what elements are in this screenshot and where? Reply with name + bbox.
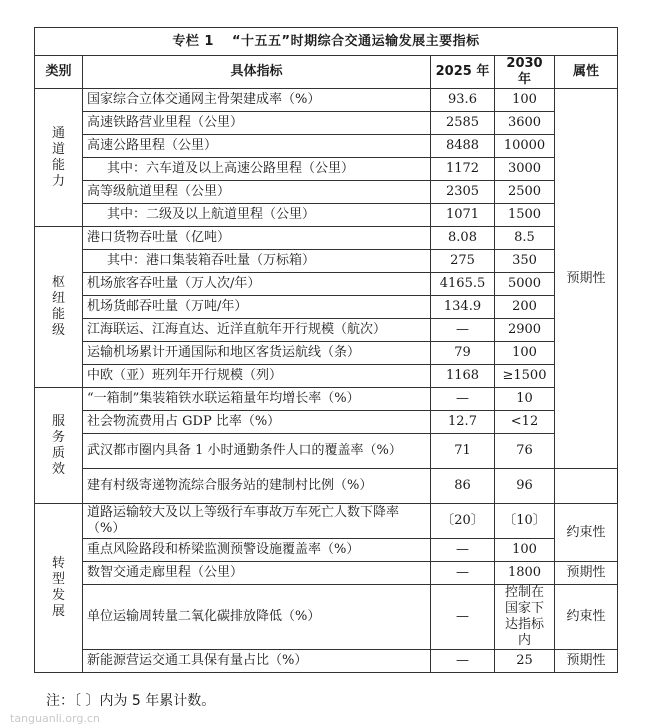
indicator-cell: 中欧（亚）班列年开行规模（列） [83,365,431,388]
value-2030: 10 [495,388,555,411]
value-2025: — [431,650,495,673]
indicator-cell: 高速铁路营业里程（公里） [83,112,431,135]
table-row [35,319,618,342]
table-row [35,250,618,273]
value-2025: — [431,388,495,411]
indicator-cell: 武汉都市圈内具备 1 小时通勤条件人口的覆盖率（%） [83,434,431,469]
table-row [35,227,618,250]
value-2025: 71 [431,434,495,469]
value-2025: — [431,585,495,650]
table-row [35,296,618,319]
table-row [35,388,618,411]
value-2025: 79 [431,342,495,365]
table-row [35,181,618,204]
indicator-cell: 高等级航道里程（公里） [83,181,431,204]
table-row [35,365,618,388]
category-hub-level: 枢纽能级 [35,227,83,388]
table-row [35,504,618,539]
indicator-cell: 其中：港口集装箱吞吐量（万标箱） [83,250,431,273]
table-row [35,469,618,504]
table-note: 注：〔 〕内为 5 年累计数。 [46,693,216,709]
indicator-cell: 社会物流费用占 GDP 比率（%） [83,411,431,434]
table-row [35,411,618,434]
table-row [35,273,618,296]
indicator-cell: 新能源营运交通工具保有量占比（%） [83,650,431,673]
value-2030: 2500 [495,181,555,204]
indicator-cell: 其中：六车道及以上高速公路里程（公里） [83,158,431,181]
table-row [35,204,618,227]
indicator-table [34,27,618,673]
value-2025: 12.7 [431,411,495,434]
table-row [35,434,618,469]
value-2025: 8.08 [431,227,495,250]
attribute-expected-cell: 预期性 [555,650,618,673]
indicator-cell: 重点风险路段和桥梁监测预警设施覆盖率（%） [83,539,431,562]
attribute-binding-cell: 约束性 [555,585,618,650]
table-row [35,585,618,650]
value-2030: 25 [495,650,555,673]
category-transformation: 转型发展 [35,504,83,673]
value-2025: 2585 [431,112,495,135]
header-attribute: 属性 [555,56,618,89]
indicator-cell: 数智交通走廊里程（公里） [83,562,431,585]
watermark: tanguanli.org.cn [10,712,100,725]
category-service-quality: 服务质效 [35,388,83,504]
value-2025: — [431,319,495,342]
table-row [35,158,618,181]
indicator-cell: 机场货邮吞吐量（万吨/年） [83,296,431,319]
table-row [35,135,618,158]
table-row [35,539,618,562]
header-indicator: 具体指标 [83,56,431,89]
value-2030: 100 [495,539,555,562]
value-2025: 275 [431,250,495,273]
header-2025: 2025 年 [431,56,495,89]
indicator-cell: 道路运输较大及以上等级行车事故万车死亡人数下降率（%） [83,504,431,539]
value-2025: 8488 [431,135,495,158]
value-2025: 〔20〕 [431,504,495,539]
value-2025: 93.6 [431,89,495,112]
indicator-table-container [34,27,617,673]
category-channel-capacity: 通道能力 [35,89,83,227]
value-2030: 350 [495,250,555,273]
value-2030: 5000 [495,273,555,296]
value-2030: 8.5 [495,227,555,250]
title-prefix: 专栏 1 [172,33,214,49]
table-row [35,562,618,585]
value-2030: 76 [495,434,555,469]
value-2025: 86 [431,469,495,504]
indicator-cell: 高速公路里程（公里） [83,135,431,158]
value-2030: 100 [495,89,555,112]
value-2025: 1172 [431,158,495,181]
table-row [35,112,618,135]
value-2025: 1168 [431,365,495,388]
value-2030: 3600 [495,112,555,135]
value-2025: 134.9 [431,296,495,319]
indicator-cell: 建有村级寄递物流综合服务站的建制村比例（%） [83,469,431,504]
table-row [35,342,618,365]
table-row [35,89,618,112]
value-2025: 4165.5 [431,273,495,296]
value-2030: 〔10〕 [495,504,555,539]
indicator-cell: 港口货物吞吐量（亿吨） [83,227,431,250]
header-2030: 2030 年 [495,56,555,89]
attribute-expected-cell: 预期性 [555,562,618,585]
value-2030: 1800 [495,562,555,585]
table-row [35,650,618,673]
value-2025: 1071 [431,204,495,227]
attribute-expected-cell: 预期性 [555,89,618,469]
value-2030: 1500 [495,204,555,227]
value-2030: 96 [495,469,555,504]
value-2025: — [431,539,495,562]
value-2030: 200 [495,296,555,319]
indicator-cell: 江海联运、江海直达、近洋直航年开行规模（航次） [83,319,431,342]
value-2030: <12 [495,411,555,434]
value-2030: ≥1500 [495,365,555,388]
indicator-cell: “一箱制”集装箱铁水联运箱量年均增长率（%） [83,388,431,411]
value-2030: 10000 [495,135,555,158]
table-title [35,28,618,56]
value-2025: 2305 [431,181,495,204]
indicator-cell: 运输机场累计开通国际和地区客货运航线（条） [83,342,431,365]
header-category: 类别 [35,56,83,89]
indicator-cell: 机场旅客吞吐量（万人次/年） [83,273,431,296]
title-text: “十五五”时期综合交通运输发展主要指标 [231,33,480,49]
value-2030: 2900 [495,319,555,342]
indicator-cell: 国家综合立体交通网主骨架建成率（%） [83,89,431,112]
indicator-cell: 其中：二级及以上航道里程（公里） [83,204,431,227]
indicator-cell: 单位运输周转量二氧化碳排放降低（%） [83,585,431,650]
value-2030: 100 [495,342,555,365]
value-2030: 3000 [495,158,555,181]
attribute-binding-cell: 约束性 [555,504,618,562]
value-2025: — [431,562,495,585]
value-2030: 控制在国家下达指标内 [495,585,555,650]
